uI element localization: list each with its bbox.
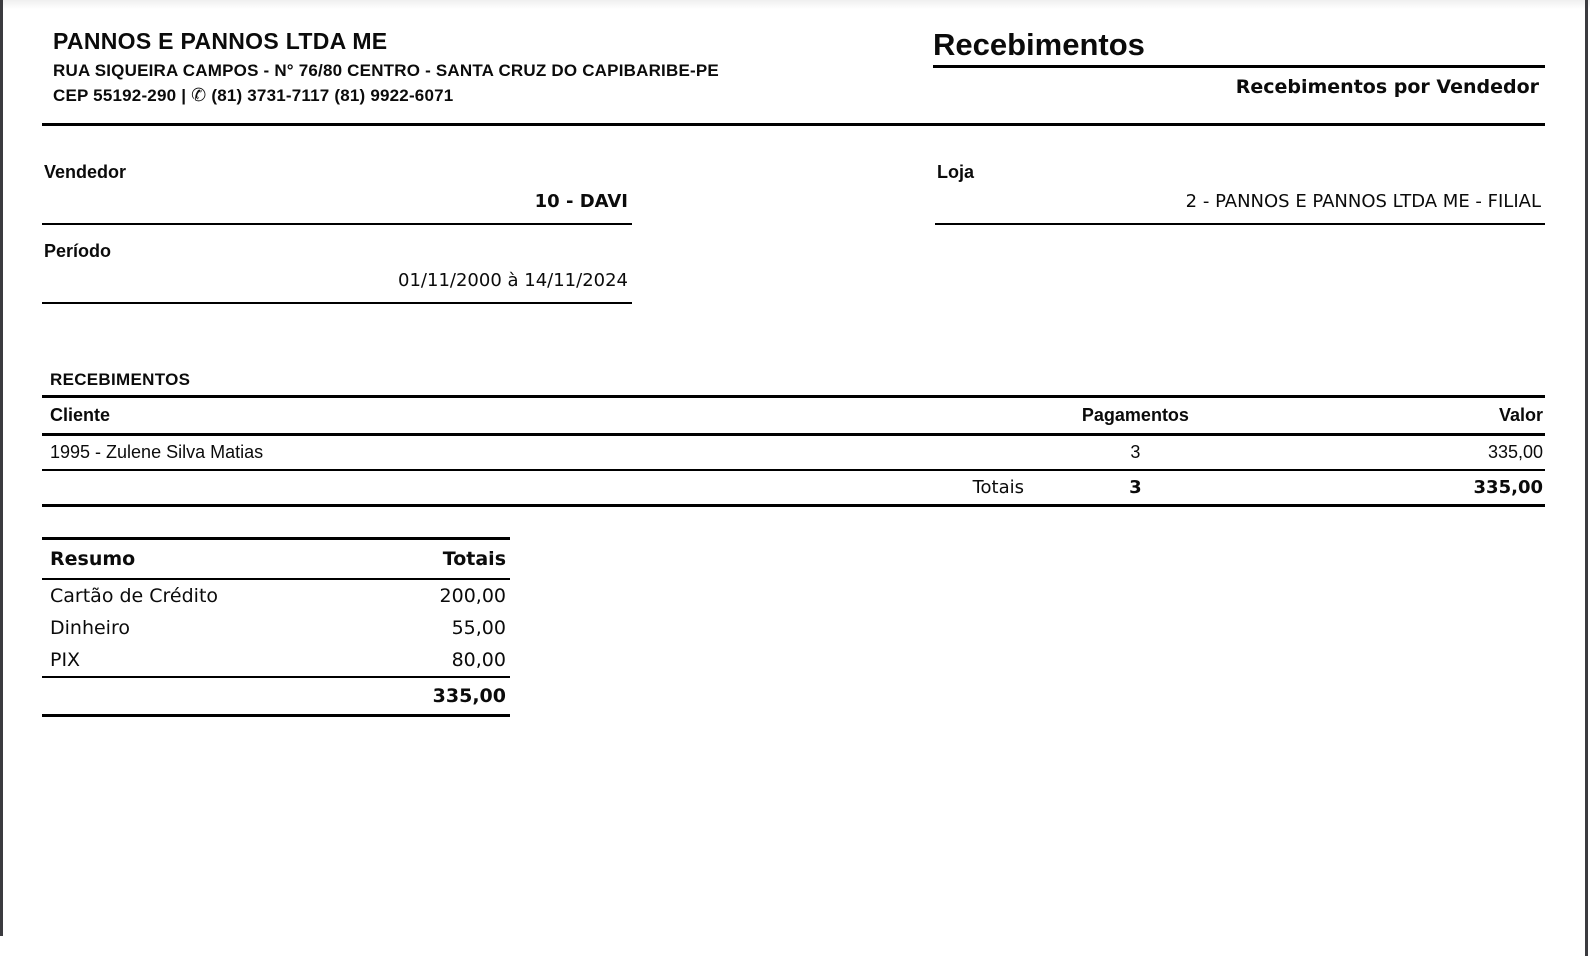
vendedor-label: Vendedor	[44, 162, 127, 182]
totais-column-header: Totais	[442, 548, 506, 570]
recebimentos-section-title: RECEBIMENTOS	[50, 370, 191, 389]
cell-cliente: 1995 - Zulene Silva Matias	[50, 442, 264, 462]
cell-valor: 335,00	[1487, 442, 1543, 462]
loja-label: Loja	[937, 162, 975, 182]
resumo-header-row	[42, 539, 510, 580]
list-item	[42, 579, 510, 612]
company-cep-phone	[53, 86, 719, 105]
list-item	[42, 612, 510, 644]
periodo-value: 01/11/2000 à 14/11/2024	[42, 270, 632, 304]
field-loja	[935, 162, 1545, 225]
table-row	[42, 435, 1545, 471]
payment-method-value: 55,00	[451, 617, 506, 639]
recebimentos-table	[42, 395, 1545, 507]
cell-pagamentos: 3	[1130, 442, 1141, 462]
page-left-edge	[0, 0, 3, 936]
payment-method-value: 80,00	[451, 649, 506, 671]
filter-column-right	[935, 162, 1545, 320]
field-vendedor	[42, 162, 632, 225]
company-block	[42, 28, 719, 105]
vendedor-value: 10 - DAVI	[42, 191, 632, 225]
resumo-total-row	[42, 677, 510, 716]
column-header-valor: Valor	[1498, 405, 1543, 425]
resumo-total-spacer	[42, 677, 367, 716]
page-right-edge	[1585, 0, 1588, 956]
payment-method-value: 200,00	[439, 585, 506, 607]
phone-numbers: (81) 3731-7117 (81) 9922-6071	[211, 86, 454, 105]
resumo-column-header: Resumo	[50, 548, 136, 570]
report-title: Recebimentos	[933, 28, 1545, 68]
totals-pagamentos: 3	[1129, 477, 1142, 498]
company-address: RUA SIQUEIRA CAMPOS - N° 76/80 CENTRO - SANTA CRUZ DO CAPIBARIBE-PE	[53, 61, 719, 80]
resumo-total-value: 335,00	[432, 685, 506, 707]
field-periodo	[42, 241, 632, 304]
list-item	[42, 644, 510, 677]
payment-method-label: PIX	[50, 649, 81, 671]
report-title-block	[933, 28, 1545, 105]
column-header-pagamentos: Pagamentos	[1081, 405, 1189, 425]
loja-value: 2 - PANNOS E PANNOS LTDA ME - FILIAL	[935, 191, 1545, 225]
phone-icon: ✆	[191, 85, 207, 106]
company-name: PANNOS E PANNOS LTDA ME	[53, 28, 388, 54]
header-divider	[42, 123, 1545, 126]
payment-method-label: Cartão de Crédito	[50, 585, 219, 607]
totals-valor: 335,00	[1473, 477, 1543, 498]
recebimentos-totals-row	[42, 470, 1545, 506]
resumo-section	[42, 537, 1545, 717]
report-page	[42, 0, 1545, 717]
column-header-cliente: Cliente	[50, 405, 111, 425]
filter-column-left	[42, 162, 632, 320]
totals-label: Totais	[972, 477, 1024, 498]
filter-fields	[42, 162, 1545, 320]
recebimentos-section	[42, 370, 1545, 507]
report-subtitle: Recebimentos por Vendedor	[1235, 76, 1539, 98]
recebimentos-header-row	[42, 397, 1545, 435]
cep-text: CEP 55192-290 |	[53, 86, 187, 105]
periodo-label: Período	[44, 241, 112, 261]
resumo-table	[42, 537, 510, 717]
payment-method-label: Dinheiro	[50, 617, 130, 639]
document-header	[42, 0, 1545, 105]
